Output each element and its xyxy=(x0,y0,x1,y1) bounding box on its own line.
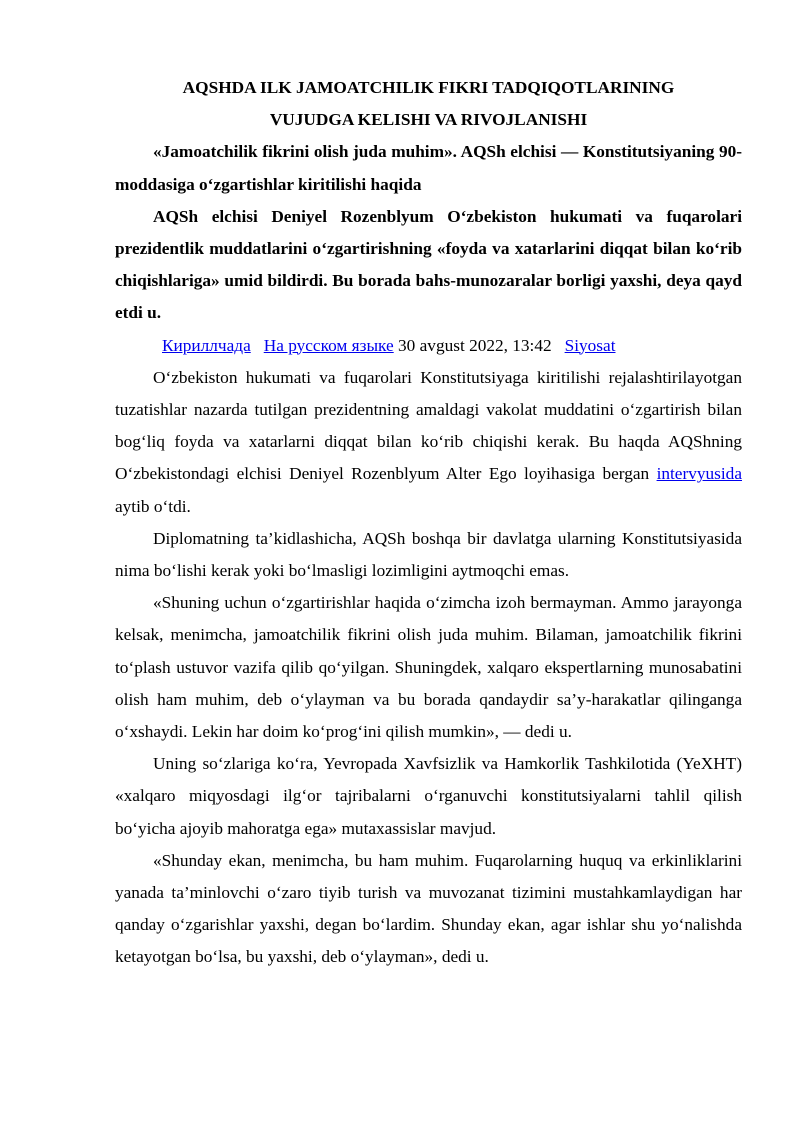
interview-link[interactable]: intervyusida xyxy=(656,464,742,484)
paragraph-3: «Shuning uchun o‘zgartirishlar haqida o‘zimcha izoh bermayman. Ammo jarayonga kelsak, menimcha, jamoatchilik fikrini olish juda muhim. Bilaman, jamoatchilik fikrini to‘plash ustuvor vazifa qilib qo‘yilgan. Shuningdek, xalqaro ekspertlarning munosabatini olish ham muhim, deb o‘ylayman va bu borada qandaydir sa’y-harakatlar qilinganga o‘xshaydi. Lekin har doim ko‘prog‘ini qilish mumkin», — dedi u. xyxy=(115,593,742,742)
article-lead: AQSh elchisi Deniyel Rozenblyum O‘zbekiston hukumati va fuqarolari prezidentlik muddatlarini o‘zgartirishning «foyda va xatarlarini diqqat bilan ko‘rib chiqishlariga» umid bildirdi. Bu borada bahs-munozaralar borligi yaxshi, deya qayd etdi u. xyxy=(115,206,742,323)
paragraph-1 xyxy=(115,362,742,523)
paragraph-4: Uning so‘zlariga ko‘ra, Yevropada Xavfsizlik va Hamkorlik Tashkilotida (YeXHT) «xalqaro miqyosdagi ilg‘or tajribalarni o‘rganuvchi konstitutsiyalarni tahlil qilish bo‘yicha ajoyib mahoratga ega» mutaxassislar mavjud. xyxy=(115,754,742,838)
russian-version-link[interactable]: На русском языке xyxy=(263,335,394,355)
paragraph-5: «Shunday ekan, menimcha, bu ham muhim. Fuqarolarning huquq va erkinliklarini yanada ta’minlovchi o‘zaro tiyib turish va muvozanat tizimini mustahkamlaydigan har qanday o‘zgarishlar yaxshi, degan bo‘lardim. Shunday ekan, agar ishlar shu yo‘nalishda ketayotgan bo‘lsa, bu yaxshi, deb o‘ylayman», dedi u. xyxy=(115,850,742,967)
paragraph-1-text: O‘zbekiston hukumati va fuqarolari Konstitutsiyaga kiritilishi rejalashtirilayotgan tuzatishlar nazarda tutilgan prezidentning amaldagi vakolat muddatini o‘zgartirish bilan bog‘liq foyda va xatarlarni diqqat bilan ko‘rib chiqishi kerak. Bu haqda AQShning O‘zbekistondagi elchisi Deniyel Rozenblyum Alter Ego loyihasiga bergan xyxy=(115,367,742,484)
paragraph-2: Diplomatning ta’kidlashicha, AQSh boshqa bir davlatga ularning Konstitutsiyasida nima bo‘lishi kerak yoki bo‘lmasligi lozimligini aytmoqchi emas. xyxy=(115,528,742,581)
paragraph-1-tail: aytib o‘tdi. xyxy=(115,496,191,516)
document-page xyxy=(115,72,742,974)
cyrillic-version-link[interactable]: Кириллчада xyxy=(162,335,251,355)
document-title-line-2: VUJUDGA KELISHI VA RIVOJLANISHI xyxy=(269,110,588,130)
article-headline: «Jamoatchilik fikrini olish juda muhim». AQSh elchisi — Konstitutsiyaning 90-moddasiga o‘zgartishlar kiritilishi haqida xyxy=(115,142,742,194)
document-title-line-1: AQSHDA ILK JAMOATCHILIK FIKRI TADQIQOTLARINING xyxy=(182,78,675,97)
category-link[interactable]: Siyosat xyxy=(564,335,616,355)
article-meta xyxy=(115,330,742,362)
article-date: 30 avgust 2022, 13:42 xyxy=(398,335,552,355)
